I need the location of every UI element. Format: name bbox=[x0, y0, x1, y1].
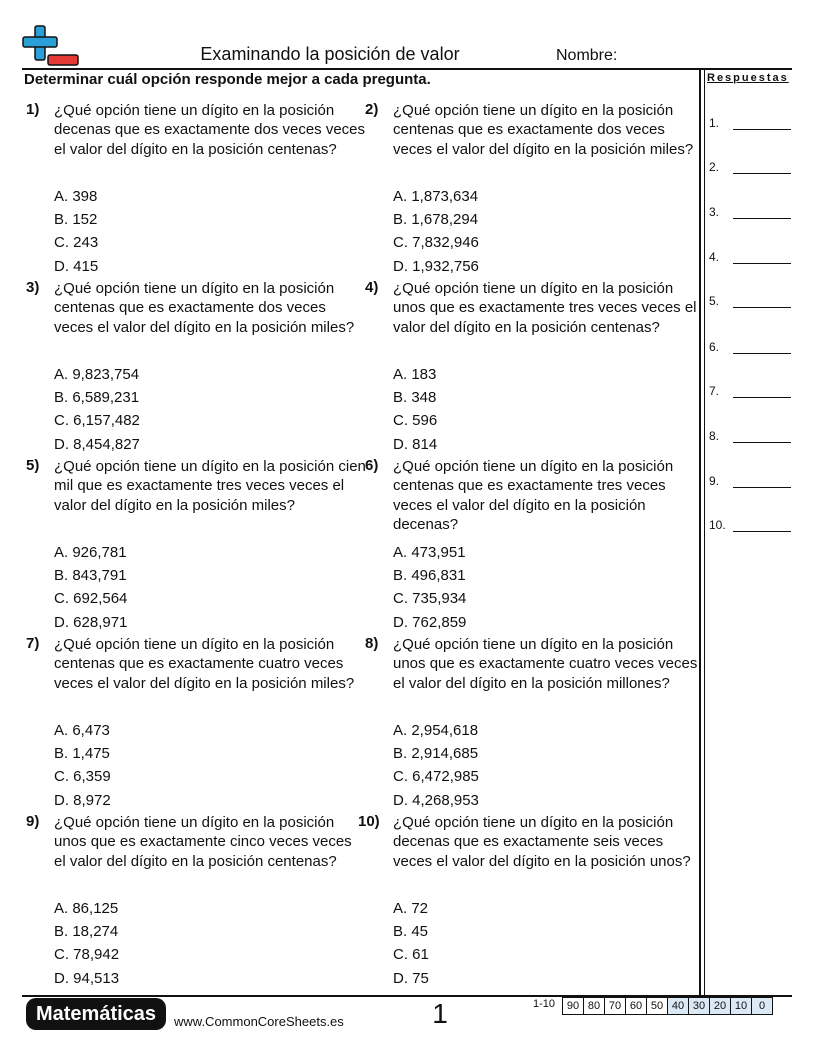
brand-badge: Matemáticas bbox=[26, 998, 166, 1030]
answer-line[interactable]: 7. bbox=[709, 384, 793, 404]
option: D. 1,932,756 bbox=[393, 257, 479, 275]
option: D. 94,513 bbox=[54, 969, 120, 987]
option: C. 6,359 bbox=[54, 768, 111, 786]
score-cell: 10 bbox=[730, 997, 752, 1015]
option: B. 2,914,685 bbox=[393, 745, 479, 763]
score-cell: 60 bbox=[625, 997, 647, 1015]
option: C. 7,832,946 bbox=[393, 234, 479, 252]
instructions: Determinar cuál opción responde mejor a cada pregunta. bbox=[24, 71, 431, 88]
score-cell: 30 bbox=[688, 997, 710, 1015]
option: C. 692,564 bbox=[54, 590, 128, 608]
answer-line[interactable]: 5. bbox=[709, 294, 793, 314]
option: A. 2,954,618 bbox=[393, 722, 479, 739]
site-url: www.CommonCoreSheets.es bbox=[174, 1014, 344, 1029]
answers-title: Respuestas bbox=[707, 72, 789, 84]
option: A. 183 bbox=[393, 366, 437, 383]
answer-line[interactable]: 2. bbox=[709, 160, 793, 180]
option: B. 152 bbox=[54, 211, 98, 229]
score-range: 1-10 bbox=[533, 998, 556, 1010]
option: A. 72 bbox=[393, 900, 429, 917]
option: D. 762,859 bbox=[393, 613, 467, 631]
option: C. 61 bbox=[393, 946, 429, 964]
header-divider bbox=[22, 68, 792, 70]
option: B. 496,831 bbox=[393, 567, 466, 585]
option: C. 6,157,482 bbox=[54, 412, 140, 430]
answer-line[interactable]: 8. bbox=[709, 429, 793, 449]
option: A. 398 bbox=[54, 188, 98, 205]
answer-line[interactable]: 1. bbox=[709, 116, 793, 136]
answer-line[interactable]: 9. bbox=[709, 474, 793, 494]
option: B. 45 bbox=[393, 923, 429, 941]
option: A. 473,951 bbox=[393, 544, 466, 561]
page-number: 1 bbox=[432, 998, 448, 1029]
answer-line[interactable]: 10. bbox=[709, 518, 793, 538]
option: A. 926,781 bbox=[54, 544, 127, 561]
option: B. 18,274 bbox=[54, 923, 119, 941]
option: B. 1,678,294 bbox=[393, 211, 479, 229]
score-cell: 20 bbox=[709, 997, 731, 1015]
option: D. 75 bbox=[393, 969, 429, 987]
score-cell: 80 bbox=[583, 997, 605, 1015]
option: C. 6,472,985 bbox=[393, 768, 479, 786]
answer-line[interactable]: 6. bbox=[709, 340, 793, 360]
option: C. 596 bbox=[393, 412, 438, 430]
option: D. 8,454,827 bbox=[54, 435, 140, 453]
option: D. 8,972 bbox=[54, 791, 111, 809]
answer-line[interactable]: 4. bbox=[709, 250, 793, 270]
option: C. 78,942 bbox=[54, 946, 120, 964]
score-table bbox=[563, 997, 773, 1015]
option: C. 243 bbox=[54, 234, 99, 252]
option: B. 6,589,231 bbox=[54, 389, 140, 407]
option: D. 4,268,953 bbox=[393, 791, 479, 809]
score-cell: 50 bbox=[646, 997, 668, 1015]
option: A. 6,473 bbox=[54, 722, 110, 739]
option: D. 415 bbox=[54, 257, 99, 275]
option: B. 1,475 bbox=[54, 745, 110, 763]
page-title: Examinando la posición de valor bbox=[200, 44, 460, 64]
name-label: Nombre: bbox=[556, 47, 618, 64]
score-cell: 90 bbox=[562, 997, 584, 1015]
option: B. 348 bbox=[393, 389, 437, 407]
option: A. 1,873,634 bbox=[393, 188, 479, 205]
option: B. 843,791 bbox=[54, 567, 127, 585]
answer-line[interactable]: 3. bbox=[709, 205, 793, 225]
option: A. 9,823,754 bbox=[54, 366, 140, 383]
score-cell: 40 bbox=[667, 997, 689, 1015]
option: A. 86,125 bbox=[54, 900, 119, 917]
option: D. 628,971 bbox=[54, 613, 128, 631]
score-cell: 0 bbox=[751, 997, 773, 1015]
option: C. 735,934 bbox=[393, 590, 467, 608]
option: D. 814 bbox=[393, 435, 438, 453]
score-cell: 70 bbox=[604, 997, 626, 1015]
plus-minus-logo-icon bbox=[22, 24, 80, 68]
